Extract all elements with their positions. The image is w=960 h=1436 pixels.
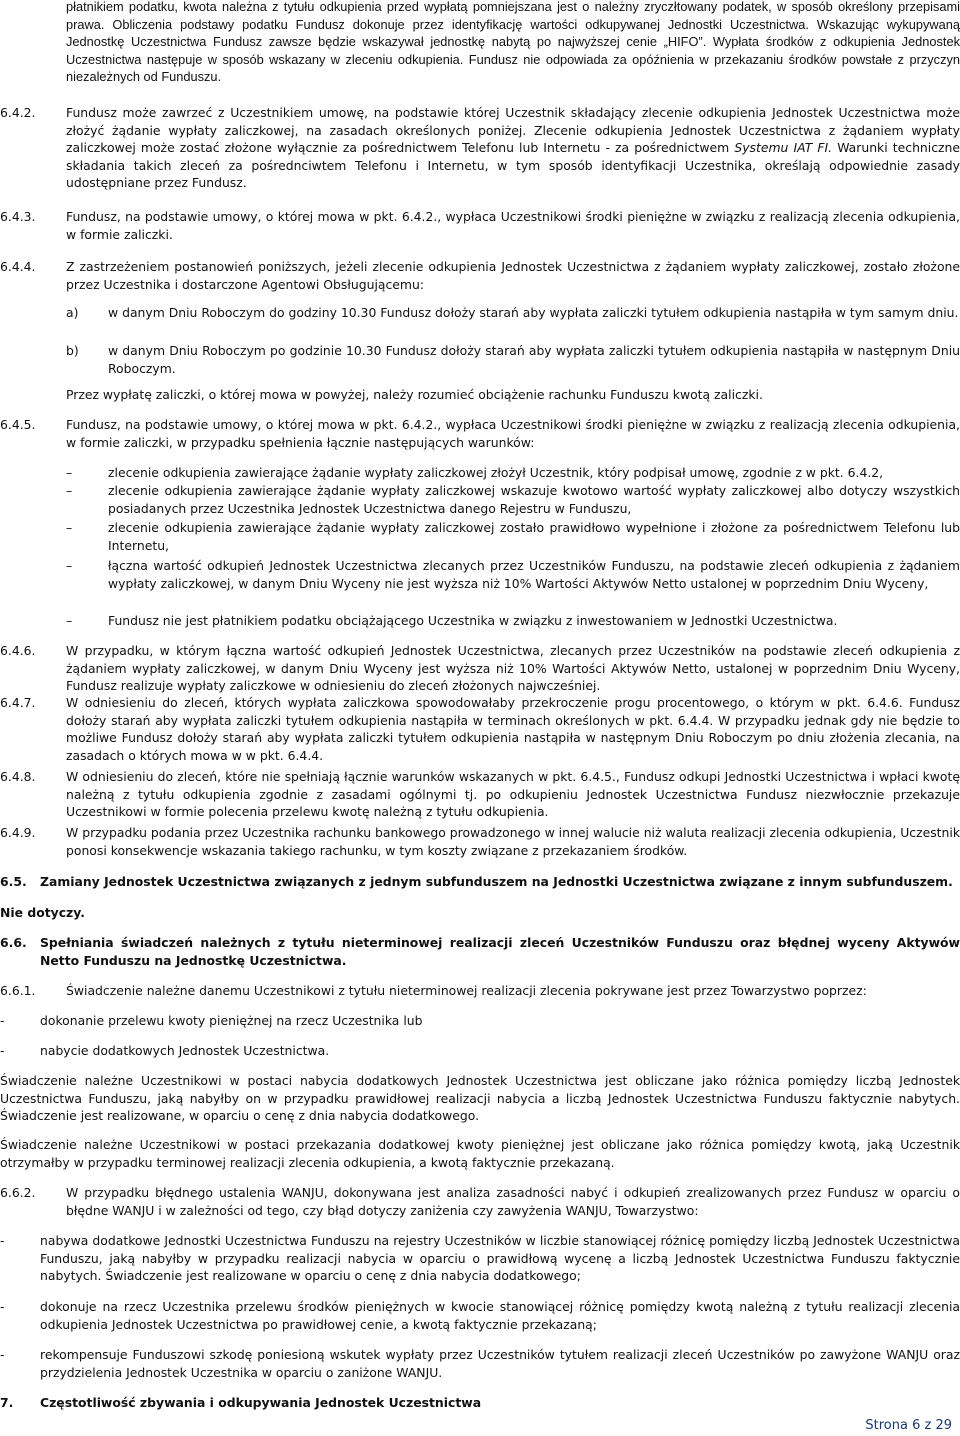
section-number: 6.4.8. [0, 769, 36, 784]
list-item: rekompensuje Funduszowi szkodę poniesioną wskutek wypłaty przez Uczestników tytułem realizacji zleceń Uczestników po zawyżone WANJU oraz przydzielenia Jednostek Uczestnika w oparciu o zaniżone WANJU. [40, 1347, 960, 1380]
section-number: 7. [0, 1395, 14, 1410]
section-6-4-5-text: Fundusz, na podstawie umowy, o której mowa w pkt. 6.4.2., wypłaca Uczestnikowi środki pieniężne w związku z realizacją zlecenia odkupienia, w formie zaliczki, w przypadku spełnienia łącznie następujących warunków: [66, 417, 960, 450]
list-dash: – [66, 613, 73, 628]
section-6-6-1-text: Świadczenie należne danemu Uczestnikowi z tytułu nieterminowej realizacji zlecenia pokrywane jest przez Towarzystwo poprzez: [66, 983, 867, 998]
section-6-5-heading: Zamiany Jednostek Uczestnictwa związanych z jednym subfunduszem na Jednostki Uczestnictwa związane z innym subfunduszem. [40, 874, 953, 889]
list-dash: - [0, 1233, 5, 1248]
section-6-4-6-text: W przypadku, w którym łączna wartość odkupień Jednostek Uczestnictwa, zlecanych przez Uczestników na podstawie zleceń odkupienia z żądaniem wypłaty zaliczkowej, w danym Dniu Wyceny jest wyższa niż 10% Wartości Aktywów Netto, ustalonej w poprzednim Dniu Wyceny, Fundusz realizuje wypłaty zaliczkowe w odniesieniu do zleceń złożonych najwcześniej. [66, 643, 960, 694]
section-6-4-7-text: W odniesieniu do zleceń, których wypłata zaliczkowa spowodowałaby przekroczenie progu procentowego, o którym w pkt. 6.4.6. Fundusz dołoży starań aby wypłata zaliczki tytułem odkupienia nastąpiła w terminach określonych w pkt. 6.4.4. W przypadku jednak gdy nie będzie to możliwe Fundusz dołoży starań aby wypłata zaliczki tytułem odkupienia nastąpiła w następnym Dniu Roboczym po dniu złożenia zlecania, na zasadach o których mowa w w pkt. 6.4.4. [66, 695, 960, 763]
section-7-heading: Częstotliwość zbywania i odkupywania Jednostek Uczestnictwa [40, 1395, 482, 1410]
list-dash: – [66, 558, 73, 573]
page-footer [865, 1418, 952, 1433]
footer-separator: z [920, 1418, 936, 1433]
list-item: łączna wartość odkupień Jednostek Uczestnictwa zlecanych przez Uczestników Funduszu, na podstawie zleceń odkupienia z żądaniem wypłaty zaliczkowej, w danym Dniu Wyceny nie jest wyższa niż 10% Wartości Aktywów Netto ustalonej w poprzednim Dniu Wyceny, [108, 558, 960, 591]
section-6-6-heading: Spełniania świadczeń należnych z tytułu nieterminowej realizacji zleceń Uczestników Funduszu oraz błędnej wyceny Aktywów Netto Funduszu na Jednostkę Uczestnictwa. [40, 935, 960, 968]
section-6-6-2-text: W przypadku błędnego ustalenia WANJU, dokonywana jest analiza zasadności nabyć i odkupień zrealizowanych przez Fundusz w oparciu o błędne WANJU i w zależności od tego, czy błąd dotyczy zaniżenia czy zawyżenia WANJU, Towarzystwo: [66, 1185, 960, 1218]
section-number: 6.4.4. [0, 259, 36, 274]
section-6-4-9-text: W przypadku podania przez Uczestnika rachunku bankowego prowadzonego w innej walucie niż waluta realizacji zlecenia odkupienia, Uczestnik ponosi konsekwencje wskazania takiego rachunku, w tym koszty związane z przekazaniem środków. [66, 825, 960, 858]
list-label: a) [66, 305, 79, 320]
list-item: dokonuje na rzecz Uczestnika przelewu środków pieniężnych w kwocie stanowiącej różnicę pomiędzy kwotą należną z tytułu realizacji zlecenia odkupienia Jednostek Uczestnictwa po prawidłowej cenie, a kwotą faktycznie przekazaną; [40, 1299, 960, 1332]
list-item: zlecenie odkupienia zawierające żądanie wypłaty zaliczkowej zostało prawidłowo wypełnione i złożone za pośrednictwem Telefonu lub Internetu, [108, 520, 960, 553]
list-dash: - [0, 1347, 5, 1362]
section-6-4-4-text: Z zastrzeżeniem postanowień poniższych, jeżeli zlecenie odkupienia Jednostek Uczestnictwa z żądaniem wypłaty zaliczkowej, zostało złożone przez Uczestnika i dostarczone Agentowi Obsługującemu: [66, 259, 960, 292]
list-item: nabywa dodatkowe Jednostki Uczestnictwa Funduszu na rejestry Uczestników w liczbie stanowiącej różnicę pomiędzy liczbą Jednostek Uczestnictwa Funduszu, jaką nabyłby w przypadku realizacji nabycia w oparciu o prawidłową wycenę a liczbą Jednostek Uczestnictwa Funduszu faktycznie nabytych. Świadczenie jest realizowane w oparciu o cenę z dnia nabycia dodatkowego; [40, 1233, 960, 1284]
list-dash: - [0, 1299, 5, 1314]
section-6-4-8-text: W odniesieniu do zleceń, które nie spełniają łącznie warunków wskazanych w pkt. 6.4.5., Fundusz odkupi Jednostki Uczestnictwa i wpłaci kwotę należną z tytułu odkupienia zgodnie z zasadami ogólnymi tj. po odkupieniu Jednostek Uczestnictwa Fundusz niezwłocznie przekazuje Uczestnikowi w formie polecenia przelewu kwotę należną z tytułu odkupienia. [66, 769, 960, 820]
section-6-6-1-paragraph: Świadczenie należne Uczestnikowi w postaci przekazania dodatkowej kwoty pieniężnej jest obliczane jako różnica pomiędzy kwotą, jaką Uczestnik otrzymałby w przypadku terminowej realizacji zlecenia odkupienia, a kwotą faktycznie przekazaną. [0, 1137, 960, 1170]
list-dash: – [66, 483, 73, 498]
list-item-a: w danym Dniu Roboczym do godziny 10.30 Fundusz dołoży starań aby wypłata zaliczki tytułem odkupienia nastąpiła w tym samym dniu. [108, 305, 959, 320]
section-6-4-4-note: Przez wypłatę zaliczki, o której mowa w powyżej, należy rozumieć obciążenie rachunku Funduszu kwotą zaliczki. [66, 387, 763, 402]
section-number: 6.4.5. [0, 417, 36, 432]
section-text-part: Warunki techniczne składania takich zleceń za pośrednciwtem Telefonu i Internetu, w tym sposób identyfikacji Uczestnika, określają odpowiednie zasady udostępniane przez Fundusz. [66, 140, 960, 191]
section-number: 6.5. [0, 874, 27, 889]
list-item: Fundusz nie jest płatnikiem podatku obciążającego Uczestnika w związku z inwestowaniem w Jednostki Uczestnictwa. [108, 613, 838, 628]
section-number: 6.4.3. [0, 209, 36, 224]
paragraph-top-text-2: Wskazując wykupywaną Jednostkę Uczestnictwa Fundusz zawsze będzie wskazywał jednostkę nabytą po najwyższej cenie „HIFO”. Wypłata środków z odkupienia Jednostek Uczestnictwa następuje w sposób wskazany w zleceniu odkupienia. Fundusz nie odpowiada za opóźnienia w przekazaniu środków powstałe z przyczyn niezależnych od Funduszu. [66, 16, 960, 85]
list-dash: – [66, 465, 73, 480]
system-name-italic: Systemu IAT FI. [734, 140, 833, 156]
list-item: zlecenie odkupienia zawierające żądanie wypłaty zaliczkowej złożył Uczestnik, który podpisał umowę, zgodnie z w pkt. 6.4.2, [108, 465, 884, 480]
section-number: 6.4.6. [0, 643, 36, 658]
paragraph-top [66, 0, 960, 86]
section-number: 6.4.7. [0, 695, 36, 710]
section-number: 6.4.9. [0, 825, 36, 840]
list-item: nabycie dodatkowych Jednostek Uczestnictwa. [40, 1043, 330, 1058]
section-6-4-2-text [66, 104, 960, 192]
list-label: b) [66, 343, 79, 358]
list-item-b: w danym Dniu Roboczym po godzinie 10.30 Fundusz dołoży starań aby wypłata zaliczki tytułem odkupienia nastąpiła w następnym Dniu Roboczym. [108, 343, 960, 376]
section-6-5-note: Nie dotyczy. [0, 905, 85, 920]
section-number: 6.6.1. [0, 983, 36, 998]
list-item: dokonanie przelewu kwoty pieniężnej na rzecz Uczestnika lub [40, 1013, 423, 1028]
section-number: 6.6. [0, 935, 27, 950]
section-6-6-1-paragraph: Świadczenie należne Uczestnikowi w postaci nabycia dodatkowych Jednostek Uczestnictwa jest obliczane jako różnica pomiędzy liczbą Jednostek Uczestnictwa Funduszu, jaką nabyłby on w przypadku prawidłowej realizacji nabycia a liczbą Jednostek Uczestnictwa Funduszu faktycznie nabytych. Świadczenie jest realizowane, w oparciu o cenę z dnia nabycia dodatkowego. [0, 1073, 960, 1124]
paragraph-top-text-1: płatnikiem podatku, kwota należna z tytułu odkupienia przed wypłatą pomniejszana jest o należny zryczłtowany podatek, w sposób określony przepisami prawa. Obliczenia podstawy podatku Fundusz dokonuje przez identyfikację wartości odkupywanej Jednostki Uczestnictwa. [66, 0, 960, 32]
section-6-4-3-text: Fundusz, na podstawie umowy, o której mowa w pkt. 6.4.2., wypłaca Uczestnikowi środki pieniężne w związku z realizacją zlecenia odkupienia, w formie zaliczki. [66, 209, 960, 242]
footer-label: Strona [865, 1418, 913, 1433]
list-dash: – [66, 520, 73, 535]
section-text-part: Fundusz może zawrzeć z Uczestnikiem umowę, na podstawie której Uczestnik składający zlecenie odkupienia Jednostek Uczestnictwa może złożyć żądanie wypłaty zaliczkowej, na zasadach określonych poniżej. Zlecenie odkupienia Jednostek Uczestnictwa z żądaniem wypłaty zaliczkowej może zostać złożone wyłącznie za pośrednictwem Telefonu lub Internetu - za pośrednictwem [66, 105, 960, 156]
section-number: 6.6.2. [0, 1185, 36, 1200]
footer-total-pages: 29 [935, 1418, 952, 1433]
list-dash: - [0, 1013, 5, 1028]
list-item: zlecenie odkupienia zawierające żądanie wypłaty zaliczkowej wskazuje kwotowo wartość wypłaty zaliczkowej albo dotyczy wszystkich posiadanych przez Uczestnika Jednostek Uczestnictwa danego Rejestru w Funduszu, [108, 483, 960, 516]
list-dash: - [0, 1043, 5, 1058]
footer-page-number: 6 [912, 1418, 921, 1433]
section-number: 6.4.2. [0, 105, 36, 120]
